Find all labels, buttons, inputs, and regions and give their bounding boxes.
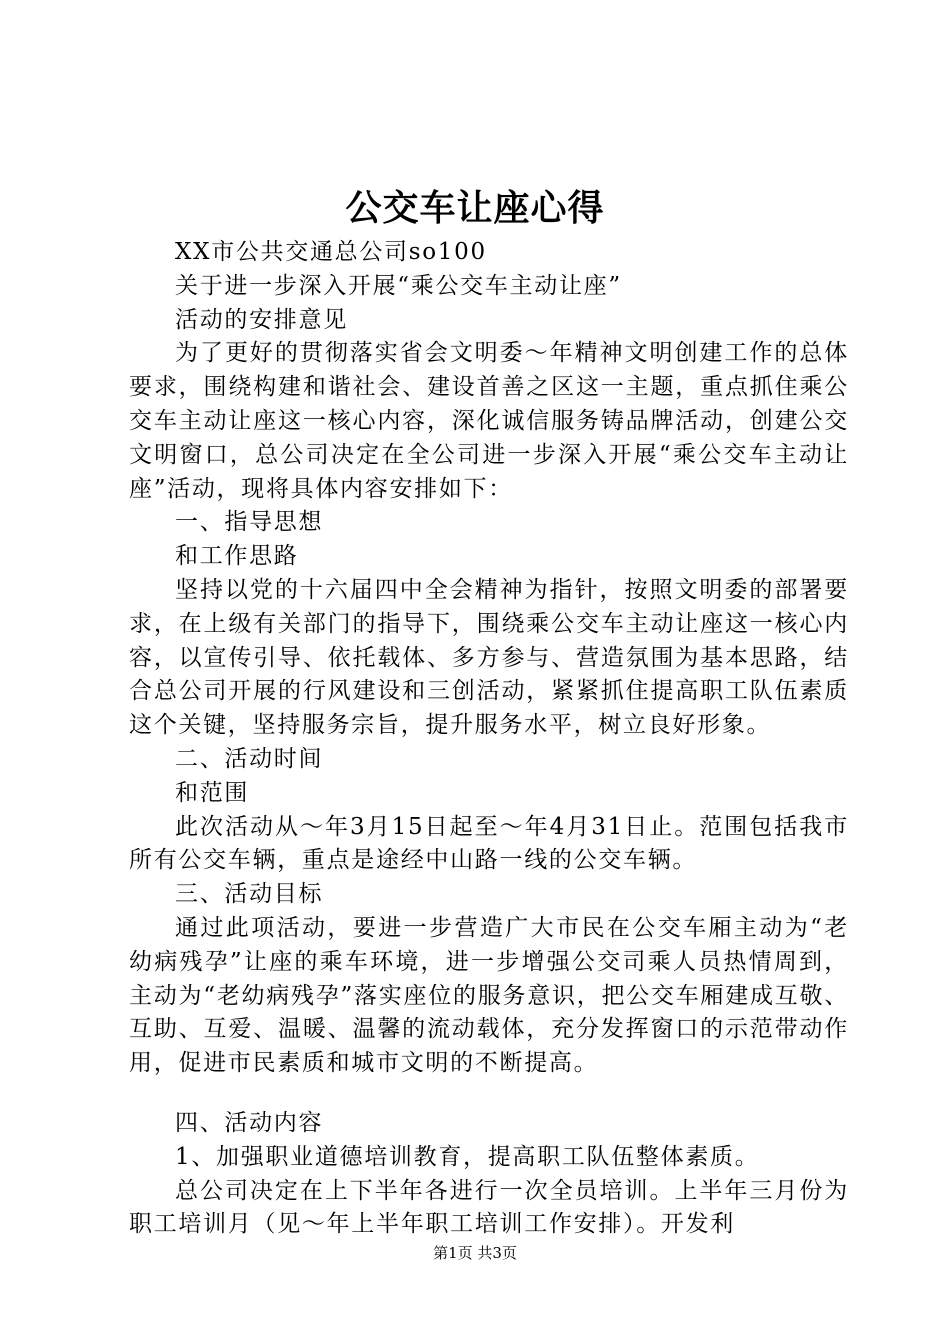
section-heading-3: 三、活动目标 bbox=[175, 881, 324, 908]
section-heading-1-cont: 和工作思路 bbox=[175, 543, 299, 570]
page-footer: 第1页 共3页 bbox=[433, 1244, 517, 1262]
section-heading-2-cont: 和范围 bbox=[175, 779, 250, 806]
paragraph-time-scope: 此次活动从～年3月15日起至～年4月31日止。范围包括我市所有公交车辆，重点是途经中山路一线的公交车辆。 bbox=[129, 813, 849, 874]
section-heading-1: 一、指导思想 bbox=[175, 509, 324, 536]
paragraph-subject-line-2: 活动的安排意见 bbox=[175, 306, 348, 333]
paragraph-intro: 为了更好的贯彻落实省会文明委～年精神文明创建工作的总体要求，围绕构建和谐社会、建设首善之区这一主题，重点抓住乘公交车主动让座这一核心内容，深化诚信服务铸品牌活动，创建公交文明窗口，总公司决定在全公司进一步深入开展“乘公交车主动让座”活动，现将具体内容安排如下： bbox=[129, 340, 849, 502]
paragraph-company-name: XX市公共交通总公司so100 bbox=[175, 239, 487, 265]
section-heading-2: 二、活动时间 bbox=[175, 745, 324, 772]
section-heading-4: 四、活动内容 bbox=[175, 1109, 324, 1136]
paragraph-guiding-thought: 坚持以党的十六届四中全会精神为指针，按照文明委的部署要求，在上级有关部门的指导下，围绕乘公交车主动让座这一核心内容，以宣传引导、依托载体、多方参与、营造氛围为基本思路，结合总公司开展的行风建设和三创活动，紧紧抓住提高职工队伍素质这个关键，坚持服务宗旨，提升服务水平，树立良好形象。 bbox=[129, 576, 849, 739]
document-body bbox=[129, 236, 849, 1242]
paragraph-spacer bbox=[129, 1081, 849, 1107]
paragraph-subject-line-1: 关于进一步深入开展“乘公交车主动让座” bbox=[175, 272, 622, 299]
paragraph-goals: 通过此项活动，要进一步营造广大市民在公交车厢主动为“老幼病残孕”让座的乘车环境，进一步增强公交司乘人员热情周到，主动为“老幼病残孕”落实座位的服务意识，把公交车厢建成互敬、互助、互爱、温暖、温馨的流动载体，充分发挥窗口的示范带动作用，促进市民素质和城市文明的不断提高。 bbox=[129, 914, 849, 1077]
paragraph-training: 总公司决定在上下半年各进行一次全员培训。上半年三月份为职工培训月（见～年上半年职工培训工作安排）。开发利 bbox=[129, 1177, 849, 1238]
paragraph-item-1: 1、加强职业道德培训教育，提高职工队伍整体素质。 bbox=[175, 1143, 760, 1170]
document-title: 公交车让座心得 bbox=[345, 187, 605, 229]
